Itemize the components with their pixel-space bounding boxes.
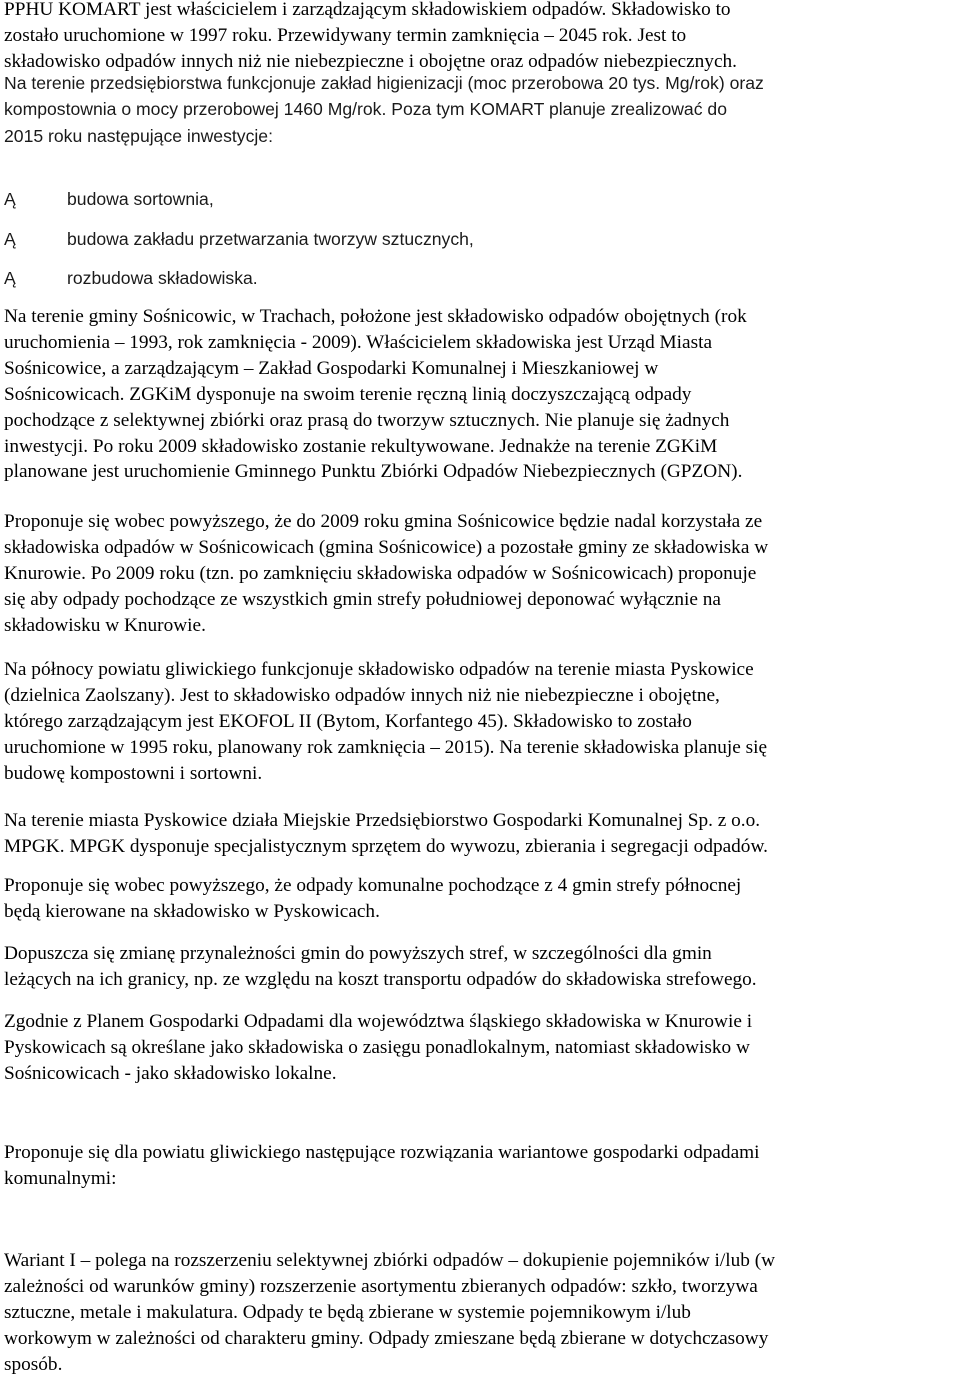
paragraph-mpgk: Na terenie miasta Pyskowice działa Miejskie Przedsiębiorstwo Gospodarki Komunalnej Sp. z o.o. MPGK. MPGK dysponuje specjalistycznym sprzętem do wywozu, zbierania i segregacji odpadów.: [4, 810, 768, 857]
paragraph-zone-change: Dopuszcza się zmianę przynależności gmin do powyższych stref, w szczególności dla gmin leżących na ich granicy, np. ze względu na koszt transportu odpadów do składowiska strefowego.: [4, 943, 757, 990]
paragraph-komart-intro-text: PPHU KOMART jest właścicielem i zarządzającym składowiskiem odpadów. Składowisko to zostało uruchomione w 1997 roku. Przewidywany termin zamknięcia – 2045 rok. Jest to składowisko odpadów innych niż nie niebezpieczne i obojętne oraz odpadów niebezpiecznych.: [4, 0, 737, 72]
paragraph-komart-details-text: Na terenie przedsiębiorstwa funkcjonuje zakład higienizacji (moc przerobowa 20 tys. Mg/rok) oraz kompostownia o mocy przerobowej 1460 Mg/rok. Poza tym KOMART planuje zrealizować do 2015 roku następujące inwestycje:: [4, 73, 764, 146]
paragraph-variant-one: Wariant I – polega na rozszerzeniu selektywnej zbiórki odpadów – dokupienie pojemników i/lub (w zależności od warunków gminy) rozszerzenie asortymentu zbieranych odpadów: szkło, tworzywa sztuczne, metale i makulatura. Odpady te będą zbierane w systemie pojemnikowym i/lub workowym w zależności od charakteru gminy. Odpady zmieszane będą zbierane w dotychczasowy sposób.: [4, 1250, 776, 1375]
list-item-text: rozbudowa składowiska.: [67, 268, 258, 288]
list-item-text: budowa zakładu przetwarzania tworzyw sztucznych,: [67, 229, 474, 249]
paragraph-variants-intro: Proponuje się dla powiatu gliwickiego następujące rozwiązania wariantowe gospodarki odpadami komunalnymi:: [4, 1142, 760, 1189]
list-item-text: budowa sortownia,: [67, 189, 214, 209]
bullet-marker: Ą: [4, 268, 16, 288]
paragraph-komart-details: [4, 70, 956, 149]
bullet-marker: Ą: [4, 189, 16, 209]
paragraph-sosnicowice-landfill: Na terenie gminy Sośnicowic, w Trachach, położone jest składowisko odpadów obojętnych (rok uruchomienia – 1993, rok zamknięcia - 2009). Właścicielem składowiska jest Urząd Miasta Sośnicowice, a zarządzającym – Zakład Gospodarki Komunalnej i Mieszkaniowej w Sośnicowicach. ZGKiM dysponuje na swoim terenie ręczną linią doczyszczającą odpady pochodzące z selektywnej zbiórki oraz prasą do tworzyw sztucznych. Nie planuje się żadnych inwestycji. Po roku 2009 składowisko zostanie rekultywowane. Jednakże na terenie ZGKiM planowane jest uruchomienie Gminnego Punktu Zbiórki Odpadów Niebezpiecznych (GPZON).: [4, 306, 747, 483]
paragraph-komart-intro: [4, 0, 956, 75]
paragraph-proposal-south: Proponuje się wobec powyższego, że do 2009 roku gmina Sośnicowice będzie nadal korzystała ze składowiska odpadów w Sośnicowicach (gmina Sośnicowice) a pozostałe gminy ze składowiska w Knurowie. Po 2009 roku (tzn. po zamknięciu składowiska odpadów w Sośnicowicach) proponuje się aby odpady pochodzące ze wszystkich gmin strefy południowej deponować wyłącznie na składowisku w Knurowie.: [4, 511, 769, 636]
paragraph-pyskowice-landfill: Na północy powiatu gliwickiego funkcjonuje składowisko odpadów na terenie miasta Pyskowice (dzielnica Zaolszany). Jest to składowisko odpadów innych niż nie niebezpieczne i obojętne, którego zarządzającym jest EKOFOL II (Bytom, Korfantego 45). Składowisko to zostało uruchomione w 1995 roku, planowany rok zamknięcia – 2015). Na terenie składowiska planuje się budowę kompostowni i sortowni.: [4, 659, 768, 784]
paragraph-proposal-north: Proponuje się wobec powyższego, że odpady komunalne pochodzące z 4 gmin strefy północnej będą kierowane na składowisko w Pyskowicach.: [4, 875, 742, 922]
paragraph-waste-plan: Zgodnie z Planem Gospodarki Odpadami dla województwa śląskiego składowiska w Knurowie i Pyskowicach są określane jako składowiska o zasięgu ponadlokalnym, natomiast składowisko w Sośnicowicach - jako składowisko lokalne.: [4, 1011, 753, 1084]
bullet-marker: Ą: [4, 229, 16, 249]
